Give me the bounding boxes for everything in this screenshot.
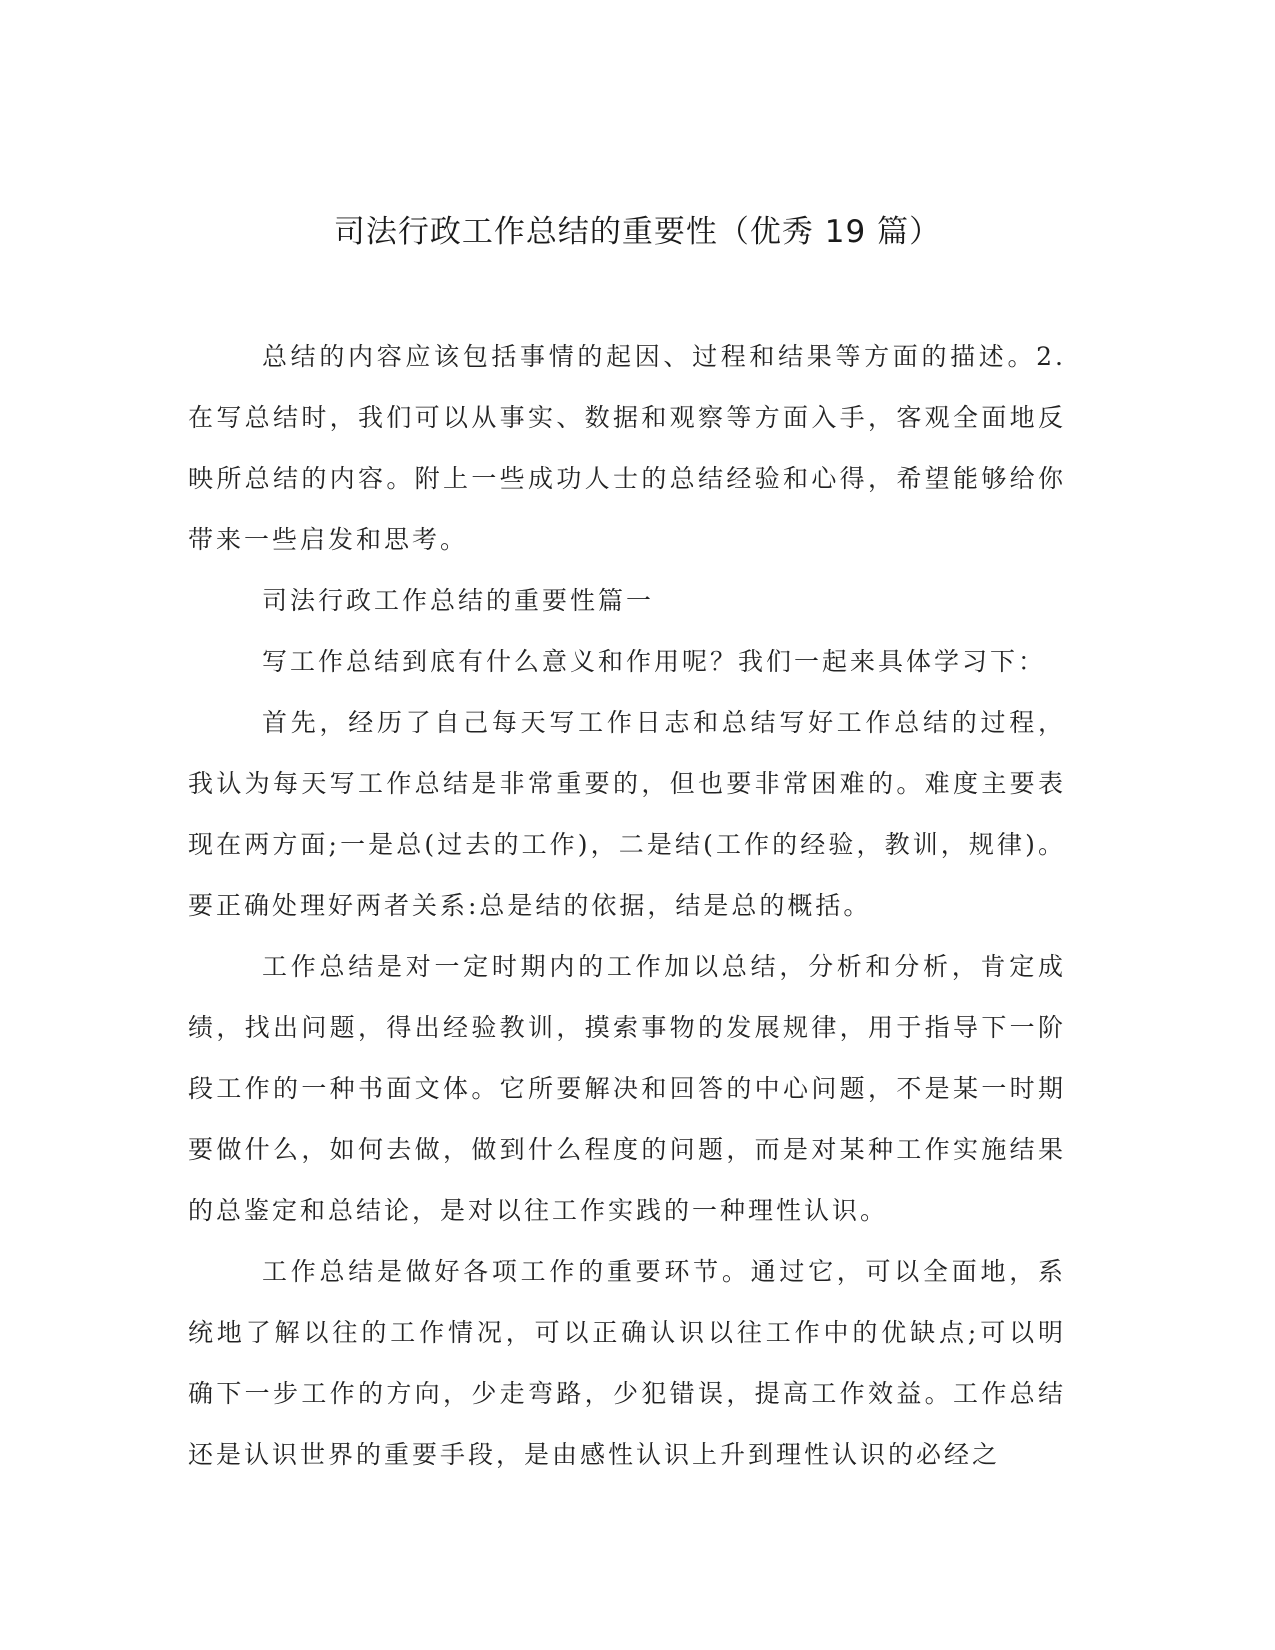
document-body <box>188 326 1066 1485</box>
paragraph-question: 写工作总结到底有什么意义和作用呢？我们一起来具体学习下： <box>262 647 1047 676</box>
document-title: 司法行政工作总结的重要性（优秀 19 篇） <box>333 214 942 250</box>
paragraph-importance: 工作总结是做好各项工作的重要环节。通过它，可以全面地，系统地了解以往的工作情况，可以正确认识以往工作中的优缺点;可以明确下一步工作的方向，少走弯路，少犯错误，提高工作效益。工作总结还是认识世界的重要手段，是由感性认识上升到理性认识的必经之 <box>188 1257 1066 1469</box>
paragraph-intro: 总结的内容应该包括事情的起因、过程和结果等方面的描述。2.在写总结时，我们可以从事实、数据和观察等方面入手，客观全面地反映所总结的内容。附上一些成功人士的总结经验和心得，希望能够给你带来一些启发和思考。 <box>188 342 1066 554</box>
paragraph-first: 首先，经历了自己每天写工作日志和总结写好工作总结的过程，我认为每天写工作总结是非常重要的，但也要非常困难的。难度主要表现在两方面;一是总(过去的工作)，二是结(工作的经验，教训，规律)。要正确处理好两者关系:总是结的依据，结是总的概括。 <box>188 708 1066 920</box>
section-heading: 司法行政工作总结的重要性篇一 <box>262 586 655 615</box>
paragraph-definition: 工作总结是对一定时期内的工作加以总结，分析和分析，肯定成绩，找出问题，得出经验教训，摸索事物的发展规律，用于指导下一阶段工作的一种书面文体。它所要解决和回答的中心问题，不是某一时期要做什么，如何去做，做到什么程度的问题，而是对某种工作实施结果的总鉴定和总结论，是对以往工作实践的一种理性认识。 <box>188 952 1066 1225</box>
